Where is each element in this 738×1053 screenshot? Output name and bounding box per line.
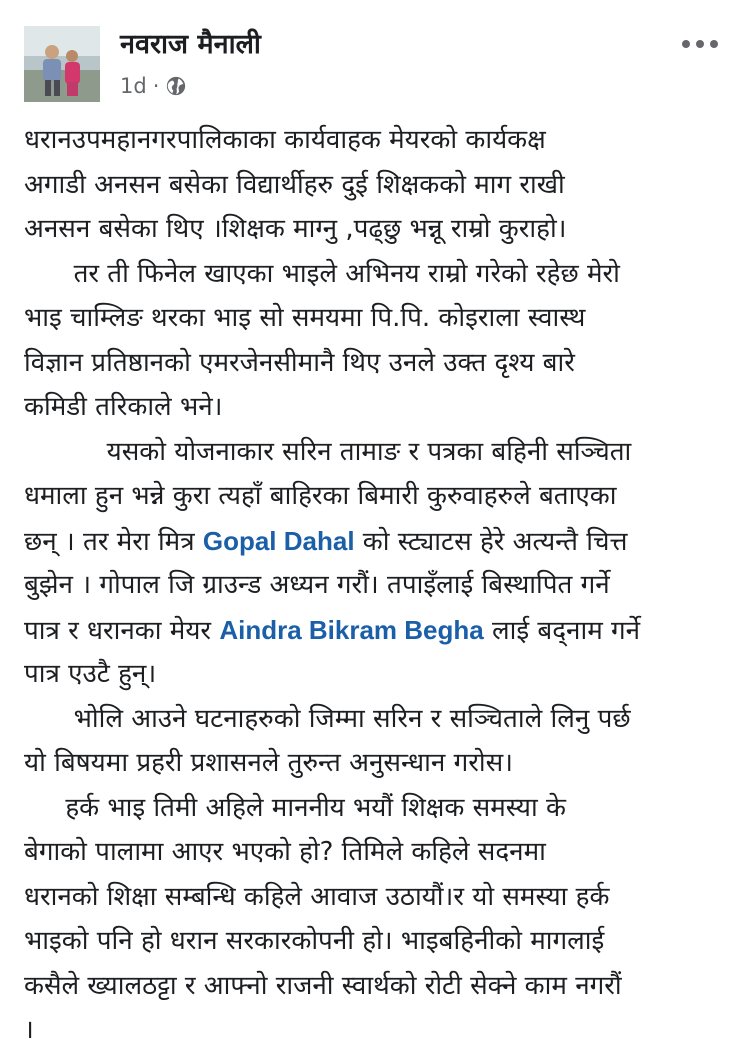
post-text: छन् । तर मेरा मित्र: [24, 526, 203, 557]
post-meta: [120, 72, 187, 100]
post-text: लाई बद्नाम गर्ने: [483, 615, 641, 646]
post-text-line: [24, 385, 724, 430]
post-text-line: [24, 563, 724, 608]
post-text: धरानको शिक्षा सम्बन्धि कहिले आवाज उठायौं।र यो समस्या हर्क: [24, 881, 610, 912]
post-text: धमाला हुन भन्ने कुरा त्यहाँ बाहिरका बिमारी कुरुवाहरुले बताएका: [24, 481, 617, 511]
avatar-photo-icon: [24, 26, 100, 102]
post-text-line: [24, 163, 724, 208]
post-header: [0, 0, 738, 118]
mention-link[interactable]: Aindra Bikram Begha: [219, 614, 484, 645]
author-name[interactable]: नवराज मैनाली: [120, 29, 261, 60]
post-text-line: [24, 652, 724, 697]
post-text-line: [24, 608, 724, 653]
globe-icon[interactable]: [165, 75, 187, 97]
more-dots-icon: [680, 39, 720, 49]
post-text-line: [24, 519, 724, 564]
post-text-line: [24, 1008, 724, 1045]
post-text: यो बिषयमा प्रहरी प्रशासनले तुरुन्त अनुसन्धान गरोस।: [24, 748, 514, 778]
post-text: भोलि आउने घटनाहरुको जिम्मा सरिन र सञ्चिताले लिनु पर्छ: [24, 703, 631, 734]
post-text: पात्र र धरानका मेयर: [24, 615, 220, 646]
post-text: तर ती फिनेल खाएका भाइले अभिनय राम्रो गरेको रहेछ मेरो: [24, 258, 620, 289]
post-text: अगाडी अनसन बसेका विद्यार्थीहरु दुई शिक्षकको माग राखी: [24, 169, 565, 200]
post-time[interactable]: 1d: [120, 74, 147, 98]
post-text-line: [24, 741, 724, 786]
post-text-line: [24, 341, 724, 386]
post-text-line: [24, 296, 724, 341]
post-text-line: [24, 207, 724, 252]
post-text: विज्ञान प्रतिष्ठानको एमरजेनसीमानै थिए उनले उक्त दृश्य बारे: [24, 347, 575, 378]
post-text-line: [24, 474, 724, 519]
avatar[interactable]: [24, 26, 100, 102]
post-text: भाइ चाम्लिङ थरका भाइ सो समयमा पि.पि. कोइराला स्वास्थ: [24, 303, 586, 333]
mention-link[interactable]: Gopal Dahal: [202, 525, 355, 556]
post-text: कसैले ख्यालठट्टा र आफ्नो राजनी स्वार्थको रोटी सेक्ने काम नगरौं: [24, 970, 622, 1001]
post-text-line: [24, 430, 724, 475]
post-text-line: [24, 919, 724, 964]
post-text: बेगाको पालामा आएर भएको हो? तिमिले कहिले सदनमा: [24, 837, 546, 867]
post-text-line: [24, 697, 724, 742]
post-text: हर्क भाइ तिमी अहिले माननीय भयौं शिक्षक समस्या के: [24, 792, 566, 823]
post-text-line: [24, 786, 724, 831]
post-text: अनसन बसेका थिए ।शिक्षक माग्नु ,पढ्छु भन्नू राम्रो कुराहो।: [24, 214, 567, 244]
meta-separator: ·: [152, 74, 160, 98]
post-text-line: [24, 964, 724, 1009]
post-text: यसको योजनाकार सरिन तामाङ र पत्रका बहिनी सञ्चिता: [24, 436, 632, 467]
more-options-button[interactable]: [676, 30, 724, 58]
post-text-line: [24, 830, 724, 875]
post-text: भाइको पनि हो धरान सरकारकोपनी हो। भाइबहिनीको मागलाई: [24, 926, 605, 956]
post-text: को स्ट्याटस हेरे अत्यन्तै चित्त: [354, 526, 628, 557]
post-text-line: [24, 252, 724, 297]
post-text-line: [24, 118, 724, 163]
post-text: ।: [24, 1015, 34, 1045]
post-text: बुझेन । गोपाल जि ग्राउन्ड अध्यन गरौं। तपाइँलाई बिस्थापित गर्ने: [24, 570, 610, 600]
post-text: कमिडी तरिकाले भने।: [24, 392, 223, 422]
post-body: [24, 118, 724, 1045]
post-text: धरानउपमहानगरपालिकाका कार्यवाहक मेयरको कार्यकक्ष: [24, 125, 546, 155]
post-text-line: [24, 875, 724, 920]
post-text: पात्र एउटै हुन्।: [24, 659, 157, 689]
